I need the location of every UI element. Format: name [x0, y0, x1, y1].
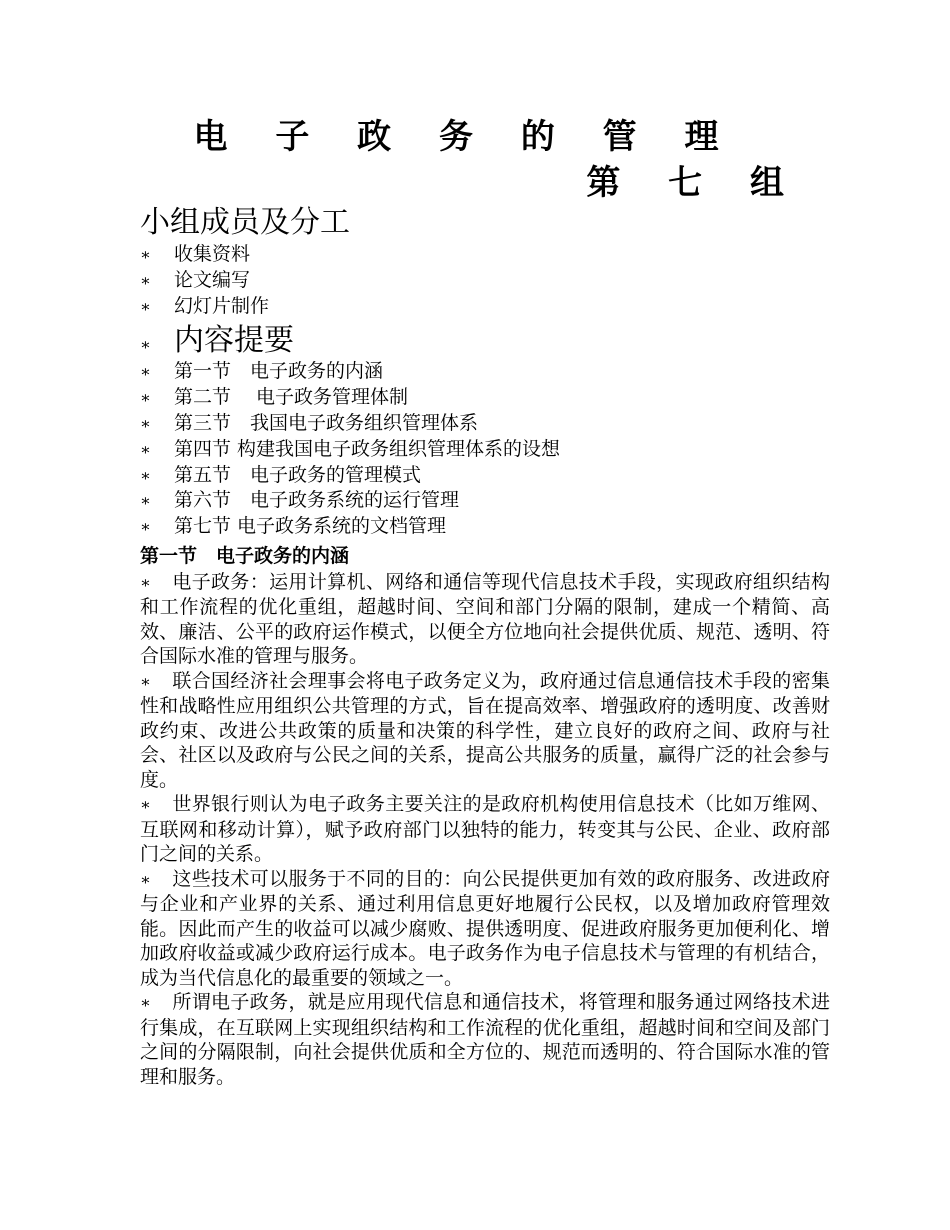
bullet-icon: ∗	[140, 270, 151, 290]
list-item	[140, 437, 830, 463]
paragraph	[140, 867, 830, 991]
paragraph	[140, 990, 830, 1089]
section-one-heading: 第一节 电子政务的内涵	[140, 544, 350, 567]
bullet-icon: ∗	[140, 388, 151, 408]
paragraph-text: 联合国经济社会理事会将电子政务定义为，政府通过信息通信技术手段的密集性和战略性应用组织公共管理的方式，旨在提高效率、增强政府的透明度、改善财政约束、改进公共政策的质量和决策的科学性，建立良好的政府之间、政府与社会、社区以及政府与公民之间的关系，提高公共服务的质量，赢得广泛的社会参与度。	[140, 669, 830, 791]
outline-heading: 内容提要	[174, 323, 294, 359]
list-item-text: 幻灯片制作	[174, 294, 270, 317]
list-item-text: 第三节 我国电子政务组织管理体系	[174, 411, 479, 434]
list-item-text: 第六节 电子政务系统的运行管理	[174, 489, 460, 512]
outline-heading-row	[140, 323, 830, 359]
bullet-icon: ∗	[140, 517, 151, 537]
list-item	[140, 294, 830, 320]
list-item-text: 第七节 电子政务系统的文档管理	[174, 515, 447, 538]
bullet-icon: ∗	[140, 572, 151, 592]
list-item	[140, 268, 830, 294]
paragraph	[140, 792, 830, 867]
document-body	[140, 204, 830, 1089]
bullet-icon: ∗	[140, 413, 151, 433]
list-item	[140, 463, 830, 489]
bullet-icon: ∗	[140, 993, 151, 1013]
members-list	[140, 242, 830, 319]
list-item-text: 第五节 电子政务的管理模式	[174, 463, 422, 486]
members-heading: 小组成员及分工	[140, 205, 350, 240]
paragraph	[140, 570, 830, 669]
paragraph	[140, 669, 830, 793]
outline-list	[140, 359, 830, 540]
list-item	[140, 359, 830, 385]
bullet-icon: ∗	[140, 439, 151, 459]
list-item-text: 第一节 电子政务的内涵	[174, 360, 384, 383]
bullet-icon: ∗	[140, 491, 151, 511]
bullet-icon: ∗	[140, 362, 151, 382]
list-item	[140, 411, 830, 437]
list-item	[140, 514, 830, 540]
bullet-icon: ∗	[140, 296, 151, 316]
bullet-icon: ∗	[140, 245, 151, 264]
bullet-icon: ∗	[140, 795, 151, 815]
list-item-text: 收集资料	[174, 243, 251, 265]
paragraph-text: 所谓电子政务，就是应用现代信息和通信技术，将管理和服务通过网络技术进行集成，在互联网上实现组织结构和工作流程的优化重组，超越时间和空间及部门之间的分隔限制，向社会提供优质和全方位的、规范而透明的、符合国际水准的管理和服务。	[140, 991, 830, 1088]
list-item-text: 论文编写	[174, 268, 251, 291]
group-label: 第 七 组	[586, 163, 802, 203]
list-item	[140, 488, 830, 514]
bullet-icon: ∗	[140, 869, 151, 889]
list-item-text: 第二节 电子政务管理体制	[174, 386, 409, 409]
list-item-text: 第四节 构建我国电子政务组织管理体系的设想	[174, 437, 561, 460]
bullet-icon: ∗	[140, 671, 151, 691]
bullet-icon: ∗	[140, 335, 151, 355]
list-item	[140, 385, 830, 411]
list-item	[140, 242, 830, 268]
paragraph-text: 这些技术可以服务于不同的目的：向公民提供更加有效的政府服务、改进政府与企业和产业界的关系、通过利用信息更好地履行公民权，以及增加政府管理效能。因此而产生的收益可以减少腐败、提供透明度、促进政府服务更加便利化、增加政府收益或减少政府运行成本。电子政务作为电子信息技术与管理的有机结合，成为当代信息化的最重要的领域之一。	[140, 867, 830, 989]
bullet-icon: ∗	[140, 465, 151, 485]
paragraph-text: 世界银行则认为电子政务主要关注的是政府机构使用信息技术（比如万维网、互联网和移动计算），赋予政府部门以独特的能力，转变其与公民、企业、政府部门之间的关系。	[140, 793, 830, 866]
paragraph-text: 电子政务：运用计算机、网络和通信等现代信息技术手段，实现政府组织结构和工作流程的优化重组，超越时间、空间和部门分隔的限制，建成一个精简、高效、廉洁、公平的政府运作模式，以便全方位地向社会提供优质、规范、透明、符合国际水准的管理与服务。	[140, 570, 830, 668]
document-title: 电 子 政 务 的 管 理	[193, 117, 737, 157]
